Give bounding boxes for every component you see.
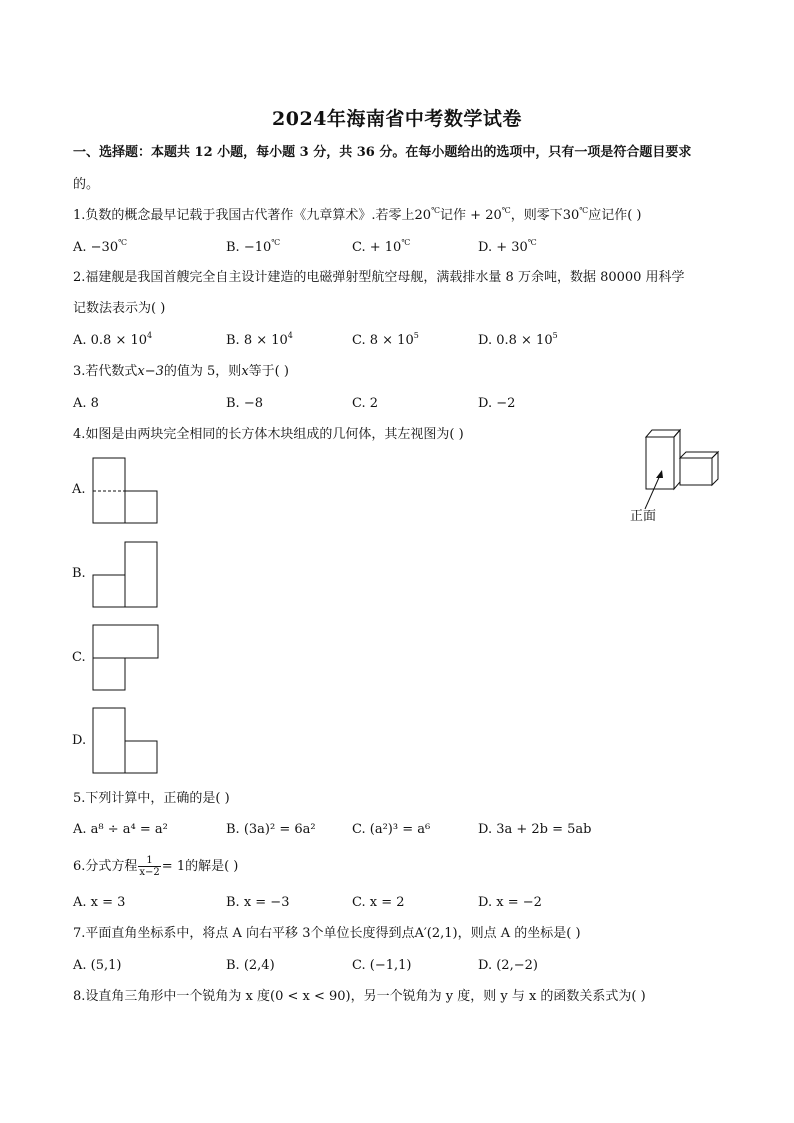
q6-option-d[interactable]: D. x = −2	[478, 895, 542, 910]
q2-option-a-exp: 4	[147, 331, 153, 340]
q4-option-b-figure[interactable]	[92, 541, 160, 611]
q2-option-a[interactable]	[73, 331, 152, 351]
q1-option-d[interactable]	[478, 238, 537, 258]
q4-option-c-label[interactable]: C.	[72, 650, 86, 665]
q1-option-d-degree: ℃	[527, 238, 537, 247]
q4-option-d-figure[interactable]	[92, 707, 160, 777]
q3-stem-part-a: 3.若代数式	[73, 364, 138, 379]
q1-option-d-text: D. + 30	[478, 240, 528, 255]
q1-stem-part-d: 应记作( )	[588, 208, 642, 223]
question-5-stem: 5.下列计算中，正确的是( )	[73, 791, 230, 806]
q2-option-b-exp: 4	[287, 331, 293, 340]
q4-option-b-label[interactable]: B.	[72, 566, 86, 581]
question-2-stem-line-1: 2.福建舰是我国首艘完全自主设计建造的电磁弹射型航空母舰，满载排水量 8 万余吨，数据 80000 用科学	[73, 270, 685, 285]
q5-option-c[interactable]: C. (a²)³ = a⁶	[352, 822, 431, 837]
q6-stem-part-a: 6.分式方程	[73, 859, 138, 874]
q4-option-d-label[interactable]: D.	[72, 733, 87, 748]
section-header-line-2: 的。	[73, 177, 100, 192]
q6-option-b[interactable]: B. x = −3	[226, 895, 290, 910]
q1-stem-part-b: 记作 + 20	[440, 208, 502, 223]
q6-fraction	[138, 855, 160, 878]
q1-option-a[interactable]	[73, 238, 127, 258]
q7-option-b[interactable]: B. (2,4)	[226, 958, 275, 973]
q1-stem-part-c: ，则零下30	[510, 208, 580, 223]
question-7-stem: 7.平面直角坐标系中，将点 A 向右平移 3个单位长度得到点A′(2,1)，则点 A 的坐标是( )	[73, 926, 581, 941]
q4-option-c-figure[interactable]	[92, 624, 160, 694]
question-4-stem: 4.如图是由两块完全相同的长方体木块组成的几何体，其左视图为( )	[73, 427, 464, 442]
q3-option-d[interactable]: D. −2	[478, 396, 516, 411]
question-8-stem: 8.设直角三角形中一个锐角为 x 度(0 < x < 90)，另一个锐角为 y 度，则 y 与 x 的函数关系式为( )	[73, 989, 646, 1004]
question-2-stem-line-2: 记数法表示为( )	[73, 301, 166, 316]
q3-stem-part-c: 等于( )	[248, 364, 289, 379]
question-1-stem	[73, 206, 641, 226]
question-3-stem	[73, 362, 289, 382]
q2-option-b[interactable]	[226, 331, 293, 351]
q2-option-d-exp: 5	[552, 331, 558, 340]
q5-option-d[interactable]: D. 3a + 2b = 5ab	[478, 822, 592, 837]
q6-fraction-numerator: 1	[138, 855, 160, 867]
q4-front-label: 正面	[630, 509, 657, 524]
question-6-stem	[73, 855, 238, 879]
q7-option-c[interactable]: C. (−1,1)	[352, 958, 412, 973]
section-header-line-1: 一、选择题：本题共 12 小题，每小题 3 分，共 36 分。在每小题给出的选项中，只有一项是符合题目要求	[73, 145, 692, 160]
q1-option-b-text: B. −10	[226, 240, 272, 255]
q7-option-a[interactable]: A. (5,1)	[73, 958, 122, 973]
q2-option-d-base: D. 0.8 × 10	[478, 333, 553, 348]
q2-option-c[interactable]	[352, 331, 419, 351]
q3-option-c[interactable]: C. 2	[352, 396, 379, 411]
q7-option-d[interactable]: D. (2,−2)	[478, 958, 538, 973]
q1-option-a-text: A. −30	[73, 240, 119, 255]
q3-option-b[interactable]: B. −8	[226, 396, 263, 411]
q3-variable: x	[241, 364, 249, 379]
q2-option-a-base: A. 0.8 × 10	[73, 333, 148, 348]
q6-fraction-denominator: x−2	[139, 867, 160, 878]
q1-option-c-text: C. + 10	[352, 240, 402, 255]
q1-option-b[interactable]	[226, 238, 280, 258]
q6-option-c[interactable]: C. x = 2	[352, 895, 405, 910]
q1-option-c-degree: ℃	[401, 238, 411, 247]
q4-option-a-label[interactable]: A.	[72, 482, 86, 497]
q1-option-a-degree: ℃	[118, 238, 128, 247]
q5-option-b[interactable]: B. (3a)² = 6a²	[226, 822, 316, 837]
q2-option-d[interactable]	[478, 331, 558, 351]
q1-degree-1: ℃	[431, 206, 441, 215]
q6-stem-part-b: = 1的解是( )	[161, 859, 239, 874]
q3-stem-part-b: 的值为 5，则	[163, 364, 242, 379]
q1-degree-3: ℃	[579, 206, 589, 215]
q6-option-a[interactable]: A. x = 3	[73, 895, 126, 910]
q1-stem-part-a: 1.负数的概念最早记载于我国古代著作《九章算术》.若零上20	[73, 208, 432, 223]
q2-option-c-exp: 5	[413, 331, 419, 340]
q1-option-b-degree: ℃	[271, 238, 281, 247]
q4-option-a-figure[interactable]	[92, 457, 160, 527]
q1-option-c[interactable]	[352, 238, 410, 258]
q3-option-a[interactable]: A. 8	[73, 396, 99, 411]
q5-option-a[interactable]: A. a⁸ ÷ a⁴ = a²	[73, 822, 168, 837]
page-title: 2024年海南省中考数学试卷	[272, 108, 522, 130]
q3-expression: x−3	[137, 364, 164, 379]
q1-degree-2: ℃	[501, 206, 511, 215]
q2-option-b-base: B. 8 × 10	[226, 333, 288, 348]
q2-option-c-base: C. 8 × 10	[352, 333, 414, 348]
